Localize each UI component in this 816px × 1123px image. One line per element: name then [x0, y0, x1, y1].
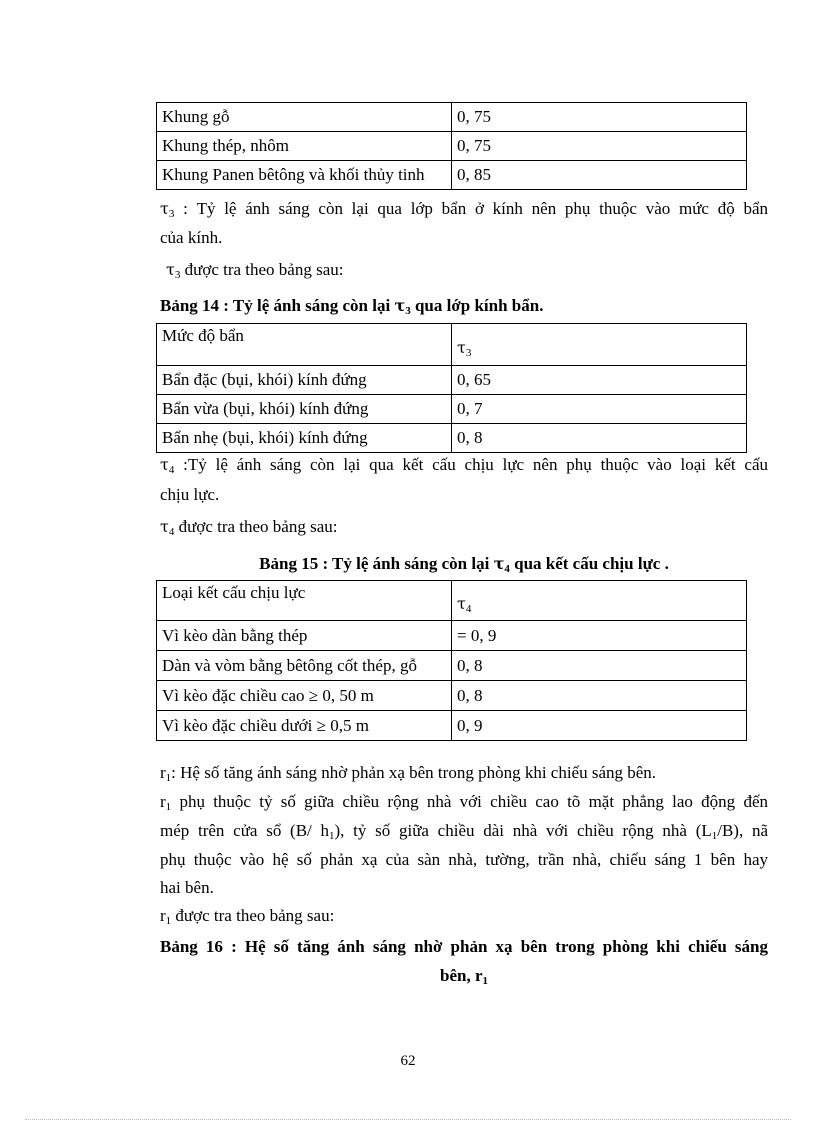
table-header-cell	[452, 324, 747, 366]
text: bên, r	[440, 966, 483, 985]
table16-caption-line2	[160, 964, 768, 988]
text: được tra theo bảng sau:	[180, 260, 344, 279]
text: qua kết cấu chịu lực .	[509, 554, 669, 573]
table-cell: 0, 75	[452, 132, 747, 161]
subscript: 1	[165, 801, 172, 813]
tau3-description-line2	[160, 226, 222, 250]
tau-symbol: τ	[160, 455, 169, 474]
r1-paragraph-line3	[160, 848, 768, 872]
table-row	[157, 424, 747, 453]
table15	[156, 580, 747, 741]
text: : Tỷ lệ ánh sáng còn lại qua lớp bẩn ở kính nên phụ thuộc vào mức độ bẩn	[174, 199, 768, 218]
tau-symbol: τ	[160, 199, 169, 218]
text: Bảng 14 : Tỷ lệ ánh sáng còn lại	[160, 296, 395, 315]
page-number: 62	[400, 1053, 416, 1069]
r1-paragraph-line4	[160, 876, 214, 900]
table-cell: Vì kèo đặc chiều cao ≥ 0, 50 m	[157, 681, 452, 711]
text: Bảng 16 : Hệ số tăng ánh sáng nhờ phản xạ bên trong phòng khi chiếu sáng	[160, 937, 768, 956]
table-header-cell: Mức độ bẩn	[157, 324, 452, 366]
subscript: 1	[482, 975, 488, 987]
text: mép trên cửa sổ (B/ h	[160, 821, 330, 840]
text: qua lớp kính bẩn.	[410, 296, 544, 315]
text: chịu lực.	[160, 485, 220, 504]
table-cell: Vì kèo dàn bằng thép	[157, 621, 452, 651]
r1-paragraph-line1	[160, 790, 768, 814]
tau3-lookup-line	[166, 258, 344, 282]
text: được tra theo bảng sau:	[171, 906, 335, 925]
table16-caption-line1	[160, 935, 768, 959]
tau4-description-line1	[160, 453, 768, 477]
r1-definition	[160, 761, 656, 785]
table-row	[157, 366, 747, 395]
table-cell: Bẩn đặc (bụi, khói) kính đứng	[157, 366, 452, 395]
table-cell: Bẩn vừa (bụi, khói) kính đứng	[157, 395, 452, 424]
text: ), tỷ số giữa chiều dài nhà với chiều rộng nhà (L	[334, 821, 712, 840]
table-cell: 0, 75	[452, 103, 747, 132]
text: được tra theo bảng sau:	[174, 517, 338, 536]
table-header-row	[157, 324, 747, 366]
table-row	[157, 161, 747, 190]
text: của kính.	[160, 228, 223, 247]
table-header-cell: Loại kết cấu chịu lực	[157, 581, 452, 621]
table-cell: Dàn và vòm bằng bêtông cốt thép, gỗ	[157, 651, 452, 681]
table-cell: Khung Panen bêtông và khối thủy tinh	[157, 161, 452, 190]
subscript: 1	[711, 830, 718, 842]
tau-symbol: τ	[166, 260, 175, 279]
subscript: 1	[329, 830, 335, 842]
table-row	[157, 651, 747, 681]
text: phụ thuộc tỷ số giữa chiều rộng nhà với chiều cao tõ mặt phẳng lao động đến	[171, 792, 768, 811]
r-symbol: r	[160, 763, 166, 782]
subscript: 4	[168, 526, 175, 538]
table-row	[157, 681, 747, 711]
tau-symbol: τ	[493, 554, 505, 573]
table-cell: 0, 8	[452, 651, 747, 681]
tau-symbol: τ	[160, 517, 169, 536]
text: phụ thuộc vào hệ số phản xạ của sàn nhà, tường, trần nhà, chiếu sáng 1 bên hay	[160, 850, 768, 869]
table-cell: 0, 8	[452, 681, 747, 711]
text: Bảng 15 : Tỷ lệ ánh sáng còn lại	[259, 554, 494, 573]
subscript: 3	[174, 269, 181, 281]
text: :Tỷ lệ ánh sáng còn lại qua kết cấu chịu lực nên phụ thuộc vào loại kết cấu	[174, 455, 768, 474]
table-cell: 0, 9	[452, 711, 747, 741]
table14-caption	[160, 294, 543, 318]
table-cell: Vì kèo đặc chiều dưới ≥ 0,5 m	[157, 711, 452, 741]
text: /B), nã	[717, 821, 768, 840]
table-cell: Khung thép, nhôm	[157, 132, 452, 161]
text: : Hệ số tăng ánh sáng nhờ phản xạ bên trong phòng khi chiếu sáng bên.	[171, 763, 657, 782]
subscript: 3	[465, 346, 472, 359]
table-cell: 0, 85	[452, 161, 747, 190]
table-cell: 0, 7	[452, 395, 747, 424]
tau-symbol: τ	[394, 296, 406, 315]
footer-divider	[25, 1119, 791, 1120]
table-cell: Khung gỗ	[157, 103, 452, 132]
table15-caption	[160, 552, 768, 576]
subscript: 4	[504, 563, 510, 575]
subscript: 4	[465, 602, 472, 615]
tau-symbol: τ	[457, 337, 466, 357]
table-row	[157, 395, 747, 424]
r1-paragraph-line2	[160, 819, 768, 843]
text: hai bên.	[160, 878, 214, 897]
subscript: 3	[405, 305, 411, 317]
subscript: 1	[165, 915, 172, 927]
table-row	[157, 103, 747, 132]
subscript: 1	[165, 772, 172, 784]
subscript: 3	[168, 208, 175, 220]
r-symbol: r	[160, 792, 166, 811]
tau3-description-line1	[160, 197, 768, 221]
table-header-row	[157, 581, 747, 621]
frame-table	[156, 102, 747, 190]
table-cell: = 0, 9	[452, 621, 747, 651]
subscript: 4	[168, 464, 175, 476]
table-header-cell	[452, 581, 747, 621]
table-row	[157, 621, 747, 651]
table-row	[157, 711, 747, 741]
table-cell: 0, 8	[452, 424, 747, 453]
r-symbol: r	[160, 906, 166, 925]
tau4-lookup-line	[160, 515, 338, 539]
tau4-description-line2	[160, 483, 219, 507]
tau-symbol: τ	[457, 593, 466, 613]
table-row	[157, 132, 747, 161]
table14	[156, 323, 747, 453]
r1-lookup-line	[160, 904, 334, 928]
table-cell: 0, 65	[452, 366, 747, 395]
table-cell: Bẩn nhẹ (bụi, khói) kính đứng	[157, 424, 452, 453]
